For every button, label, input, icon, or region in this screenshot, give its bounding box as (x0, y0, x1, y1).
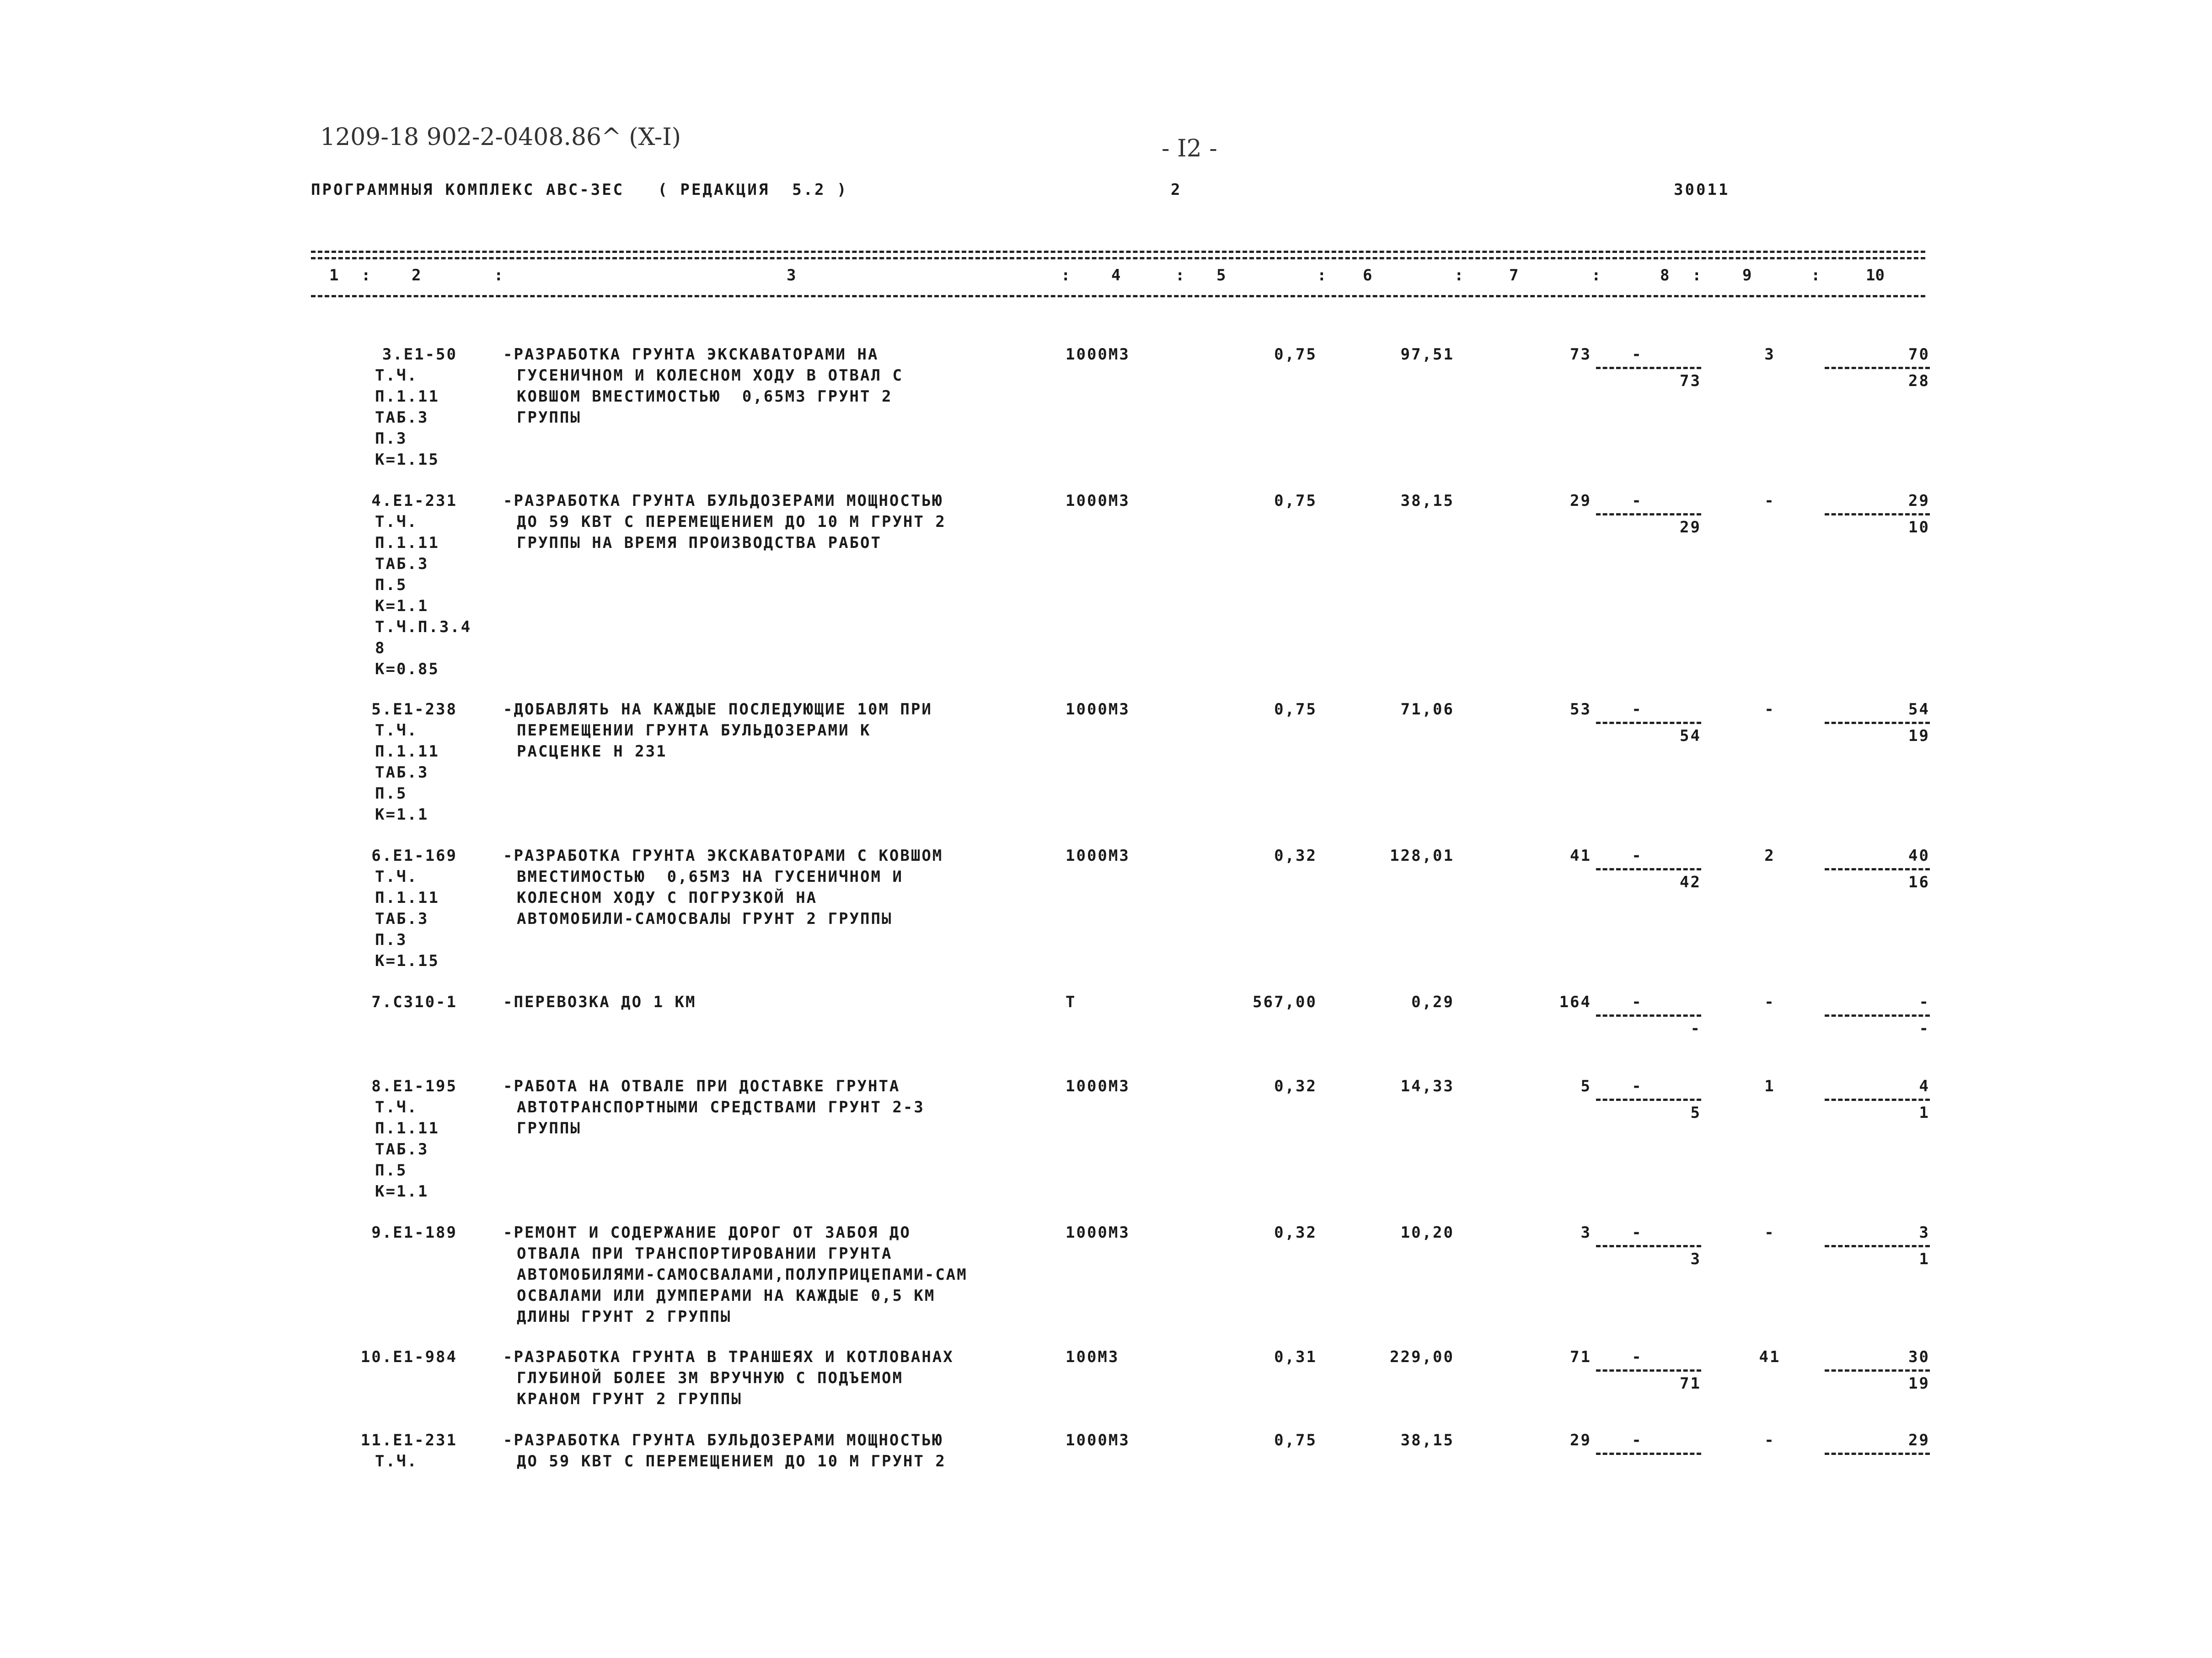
row-col10-fraction-rule (1825, 367, 1930, 369)
row-col10-top: 29 (1908, 492, 1930, 510)
row-description: КРАНОМ ГРУНТ 2 ГРУППЫ (517, 1390, 742, 1408)
row-code: 3.Е1-50 (382, 345, 457, 364)
row-description: РАСЦЕНКЕ Н 231 (517, 742, 667, 761)
sheet-number: 2 (1171, 181, 1182, 199)
row-code-ref: П.1.11 (375, 742, 439, 761)
row-col10-fraction-rule (1825, 1245, 1930, 1247)
column-number: 3 (787, 266, 796, 284)
row-col8-top: - (1632, 700, 1643, 719)
row-quantity: 0,75 (1274, 345, 1317, 364)
row-code-ref: Т.Ч. (375, 513, 418, 531)
row-description: ДЛИНЫ ГРУНТ 2 ГРУППЫ (517, 1308, 732, 1326)
row-description: ГЛУБИНОЙ БОЛЕЕ 3М ВРУЧНУЮ С ПОДЪЕМОМ (517, 1369, 903, 1387)
column-separator: : (1317, 266, 1327, 284)
row-description: ГРУППЫ (517, 408, 581, 427)
row-quantity: 0,32 (1274, 1077, 1317, 1095)
row-total: 29 (1570, 492, 1591, 510)
row-col8-bottom: 54 (1680, 727, 1701, 745)
row-price: 97,51 (1400, 345, 1454, 364)
row-code: 6.Е1-169 (371, 847, 457, 865)
row-code-ref: П.1.11 (375, 889, 439, 907)
row-col10-top: 54 (1908, 700, 1930, 719)
column-number: 9 (1742, 266, 1752, 284)
row-description: -РАЗРАБОТКА ГРУНТА В ТРАНШЕЯХ И КОТЛОВАНАХ (503, 1348, 954, 1366)
row-quantity: 0,31 (1274, 1348, 1317, 1366)
row-unit: 1000М3 (1066, 847, 1130, 865)
row-total: 41 (1570, 847, 1591, 865)
row-code-ref: ТАБ.3 (375, 910, 429, 928)
row-col10-top: 3 (1919, 1223, 1930, 1242)
row-description: -ДОБАВЛЯТЬ НА КАЖДЫЕ ПОСЛЕДУЮЩИЕ 10М ПРИ (503, 700, 932, 719)
row-col10-fraction-rule (1825, 513, 1930, 515)
row-code-ref: Т.Ч.П.3.4 (375, 618, 472, 636)
row-unit: 100М3 (1066, 1348, 1119, 1366)
row-col10-bottom: 1 (1919, 1250, 1930, 1268)
row-description: -РАЗРАБОТКА ГРУНТА ЭКСКАВАТОРАМИ С КОВШОМ (503, 847, 943, 865)
row-code-ref: П.5 (375, 1161, 407, 1180)
row-col8-fraction-rule (1596, 1245, 1701, 1247)
row-code-ref: ТАБ.3 (375, 408, 429, 427)
row-col8-fraction-rule (1596, 1369, 1701, 1372)
row-code-ref: П.3 (375, 429, 407, 448)
row-unit: Т (1066, 993, 1077, 1011)
row-col8-fraction-rule (1596, 1014, 1701, 1017)
row-price: 10,20 (1400, 1223, 1454, 1242)
column-separator: : (1175, 266, 1185, 284)
row-code-ref: П.3 (375, 931, 407, 949)
row-code: 7.С310-1 (371, 993, 457, 1011)
row-col10-bottom: 10 (1908, 518, 1930, 537)
row-col8-fraction-rule (1596, 868, 1701, 870)
row-total: 71 (1570, 1348, 1591, 1366)
row-col8-fraction-rule (1596, 513, 1701, 515)
column-separator: : (1454, 266, 1464, 284)
row-code: 11.Е1-231 (360, 1431, 457, 1449)
row-col10-bottom: - (1919, 1019, 1930, 1038)
row-description: -РАБОТА НА ОТВАЛЕ ПРИ ДОСТАВКЕ ГРУНТА (503, 1077, 900, 1095)
row-code-ref: К=1.15 (375, 952, 439, 970)
row-total: 5 (1580, 1077, 1591, 1095)
row-code-ref: Т.Ч. (375, 1452, 418, 1470)
row-col10-bottom: 19 (1908, 727, 1930, 745)
row-total: 53 (1570, 700, 1591, 719)
row-col8-bottom: 73 (1680, 372, 1701, 390)
header-top-rule (311, 251, 1925, 253)
row-col8-top: - (1632, 492, 1643, 510)
row-col10-fraction-rule (1825, 1099, 1930, 1101)
row-code-ref: П.1.11 (375, 534, 439, 552)
column-separator: : (494, 266, 503, 284)
row-col8-top: - (1632, 847, 1643, 865)
row-unit: 1000М3 (1066, 1223, 1130, 1242)
row-total: 3 (1580, 1223, 1591, 1242)
row-col8-top: - (1632, 1077, 1643, 1095)
row-unit: 1000М3 (1066, 492, 1130, 510)
row-price: 0,29 (1411, 993, 1454, 1011)
row-unit: 1000М3 (1066, 345, 1130, 364)
row-total: 73 (1570, 345, 1591, 364)
row-price: 229,00 (1390, 1348, 1454, 1366)
row-description: АВТОМОБИЛИ-САМОСВАЛЫ ГРУНТ 2 ГРУППЫ (517, 910, 893, 928)
row-description: ПЕРЕМЕЩЕНИИ ГРУНТА БУЛЬДОЗЕРАМИ К (517, 721, 871, 740)
row-code-ref: К=0.85 (375, 660, 439, 678)
row-col9: 41 (1759, 1348, 1781, 1366)
row-col8-top: - (1632, 1223, 1643, 1242)
row-description: -РАЗРАБОТКА ГРУНТА ЭКСКАВАТОРАМИ НА (503, 345, 879, 364)
row-total: 164 (1559, 993, 1591, 1011)
row-code-ref: Т.Ч. (375, 868, 418, 886)
column-number: 6 (1363, 266, 1372, 284)
row-quantity: 0,32 (1274, 847, 1317, 865)
row-col8-fraction-rule (1596, 1453, 1701, 1455)
row-code-ref: ТАБ.3 (375, 555, 429, 573)
column-number: 4 (1111, 266, 1121, 284)
column-number: 1 (329, 266, 339, 284)
row-price: 38,15 (1400, 1431, 1454, 1449)
row-description: -ПЕРЕВОЗКА ДО 1 КМ (503, 993, 696, 1011)
document-number: 30011 (1674, 181, 1730, 199)
header-top-rule-2 (311, 257, 1925, 259)
row-col9: 2 (1764, 847, 1775, 865)
column-separator: : (1811, 266, 1821, 284)
row-description: АВТОМОБИЛЯМИ-САМОСВАЛАМИ,ПОЛУПРИЦЕПАМИ-САМ (517, 1266, 968, 1284)
row-col10-fraction-rule (1825, 868, 1930, 870)
program-line: ПРОГРАММНЫЯ КОМПЛЕКС АВС-ЗЕС ( РЕДАКЦИЯ 5.2 ) (311, 181, 848, 199)
row-col10-bottom: 28 (1908, 372, 1930, 390)
row-code-ref: Т.Ч. (375, 721, 418, 740)
row-col8-fraction-rule (1596, 367, 1701, 369)
row-price: 14,33 (1400, 1077, 1454, 1095)
row-unit: 1000М3 (1066, 1077, 1130, 1095)
row-col8-bottom: 3 (1690, 1250, 1701, 1268)
row-col10-fraction-rule (1825, 1453, 1930, 1455)
row-code-ref: К=1.15 (375, 451, 439, 469)
row-unit: 1000М3 (1066, 700, 1130, 719)
column-separator: : (1692, 266, 1702, 284)
document-code: 1209-18 902-2-0408.86^ (X-I) (320, 123, 681, 151)
row-quantity: 0,32 (1274, 1223, 1317, 1242)
row-col10-bottom: 19 (1908, 1374, 1930, 1393)
row-description: ВМЕСТИМОСТЬЮ 0,65М3 НА ГУСЕНИЧНОМ И (517, 868, 903, 886)
row-col9: - (1764, 700, 1775, 719)
header-bottom-rule (311, 295, 1925, 297)
row-quantity: 567,00 (1253, 993, 1317, 1011)
row-description: КОЛЕСНОМ ХОДУ С ПОГРУЗКОЙ НА (517, 889, 818, 907)
row-col10-fraction-rule (1825, 1369, 1930, 1372)
column-number: 7 (1509, 266, 1519, 284)
row-code-ref: П.1.11 (375, 1119, 439, 1138)
row-description: ДО 59 КВТ С ПЕРЕМЕЩЕНИЕМ ДО 10 М ГРУНТ 2 (517, 513, 946, 531)
row-code-ref: П.5 (375, 784, 407, 803)
row-total: 29 (1570, 1431, 1591, 1449)
column-separator: : (1591, 266, 1601, 284)
column-number: 10 (1866, 266, 1885, 284)
row-code-ref: К=1.1 (375, 1182, 429, 1201)
row-col8-fraction-rule (1596, 722, 1701, 724)
row-col9: - (1764, 993, 1775, 1011)
row-price: 71,06 (1400, 700, 1454, 719)
row-code: 8.Е1-195 (371, 1077, 457, 1095)
row-description: ГРУППЫ НА ВРЕМЯ ПРОИЗВОДСТВА РАБОТ (517, 534, 882, 552)
row-col8-top: - (1632, 1348, 1643, 1366)
row-col9: - (1764, 1431, 1775, 1449)
column-separator: : (1061, 266, 1071, 284)
row-code: 4.Е1-231 (371, 492, 457, 510)
row-code-ref: Т.Ч. (375, 366, 418, 385)
column-number: 2 (412, 266, 421, 284)
row-col9: 1 (1764, 1077, 1775, 1095)
row-price: 128,01 (1390, 847, 1454, 865)
row-col9: - (1764, 1223, 1775, 1242)
row-code: 10.Е1-984 (360, 1348, 457, 1366)
row-col8-top: - (1632, 993, 1643, 1011)
column-number: 8 (1660, 266, 1670, 284)
row-quantity: 0,75 (1274, 492, 1317, 510)
row-unit: 1000М3 (1066, 1431, 1130, 1449)
row-col8-top: - (1632, 1431, 1643, 1449)
row-col10-top: 30 (1908, 1348, 1930, 1366)
row-code-ref: П.5 (375, 576, 407, 594)
row-col10-top: - (1919, 993, 1930, 1011)
row-description: -РАЗРАБОТКА ГРУНТА БУЛЬДОЗЕРАМИ МОЩНОСТЬЮ (503, 492, 943, 510)
row-description: КОВШОМ ВМЕСТИМОСТЬЮ 0,65М3 ГРУНТ 2 (517, 387, 893, 406)
row-col10-top: 40 (1908, 847, 1930, 865)
row-col8-bottom: 5 (1690, 1104, 1701, 1122)
row-col10-top: 70 (1908, 345, 1930, 364)
column-separator: : (361, 266, 371, 284)
row-quantity: 0,75 (1274, 1431, 1317, 1449)
row-col8-bottom: - (1690, 1019, 1701, 1038)
row-col10-fraction-rule (1825, 1014, 1930, 1017)
row-code-ref: 8 (375, 639, 386, 657)
row-code-ref: К=1.1 (375, 805, 429, 824)
row-col9: 3 (1764, 345, 1775, 364)
row-code: 5.Е1-238 (371, 700, 457, 719)
row-col9: - (1764, 492, 1775, 510)
row-col10-top: 29 (1908, 1431, 1930, 1449)
row-col8-bottom: 29 (1680, 518, 1701, 537)
column-number: 5 (1216, 266, 1226, 284)
row-description: ОСВАЛАМИ ИЛИ ДУМПЕРАМИ НА КАЖДЫЕ 0,5 КМ (517, 1287, 936, 1305)
row-description: -РАЗРАБОТКА ГРУНТА БУЛЬДОЗЕРАМИ МОЩНОСТЬЮ (503, 1431, 943, 1449)
row-code-ref: ТАБ.3 (375, 1140, 429, 1159)
row-code-ref: П.1.11 (375, 387, 439, 406)
row-description: ГУСЕНИЧНОМ И КОЛЕСНОМ ХОДУ В ОТВАЛ С (517, 366, 903, 385)
row-description: ОТВАЛА ПРИ ТРАНСПОРТИРОВАНИИ ГРУНТА (517, 1245, 893, 1263)
row-col10-bottom: 1 (1919, 1104, 1930, 1122)
row-code-ref: Т.Ч. (375, 1098, 418, 1116)
row-code: 9.Е1-189 (371, 1223, 457, 1242)
row-col8-bottom: 71 (1680, 1374, 1701, 1393)
row-description: ГРУППЫ (517, 1119, 581, 1138)
row-description: АВТОТРАНСПОРТНЫМИ СРЕДСТВАМИ ГРУНТ 2-3 (517, 1098, 925, 1116)
row-code-ref: ТАБ.3 (375, 763, 429, 782)
row-col10-fraction-rule (1825, 722, 1930, 724)
row-quantity: 0,75 (1274, 700, 1317, 719)
row-col8-top: - (1632, 345, 1643, 364)
row-price: 38,15 (1400, 492, 1454, 510)
row-description: -РЕМОНТ И СОДЕРЖАНИЕ ДОРОГ ОТ ЗАБОЯ ДО (503, 1223, 911, 1242)
row-col10-bottom: 16 (1908, 873, 1930, 891)
row-col8-fraction-rule (1596, 1099, 1701, 1101)
row-code-ref: К=1.1 (375, 597, 429, 615)
row-col8-bottom: 42 (1680, 873, 1701, 891)
row-col10-top: 4 (1919, 1077, 1930, 1095)
page-number: - I2 - (1162, 135, 1217, 162)
row-description: ДО 59 КВТ С ПЕРЕМЕЩЕНИЕМ ДО 10 М ГРУНТ 2 (517, 1452, 946, 1470)
